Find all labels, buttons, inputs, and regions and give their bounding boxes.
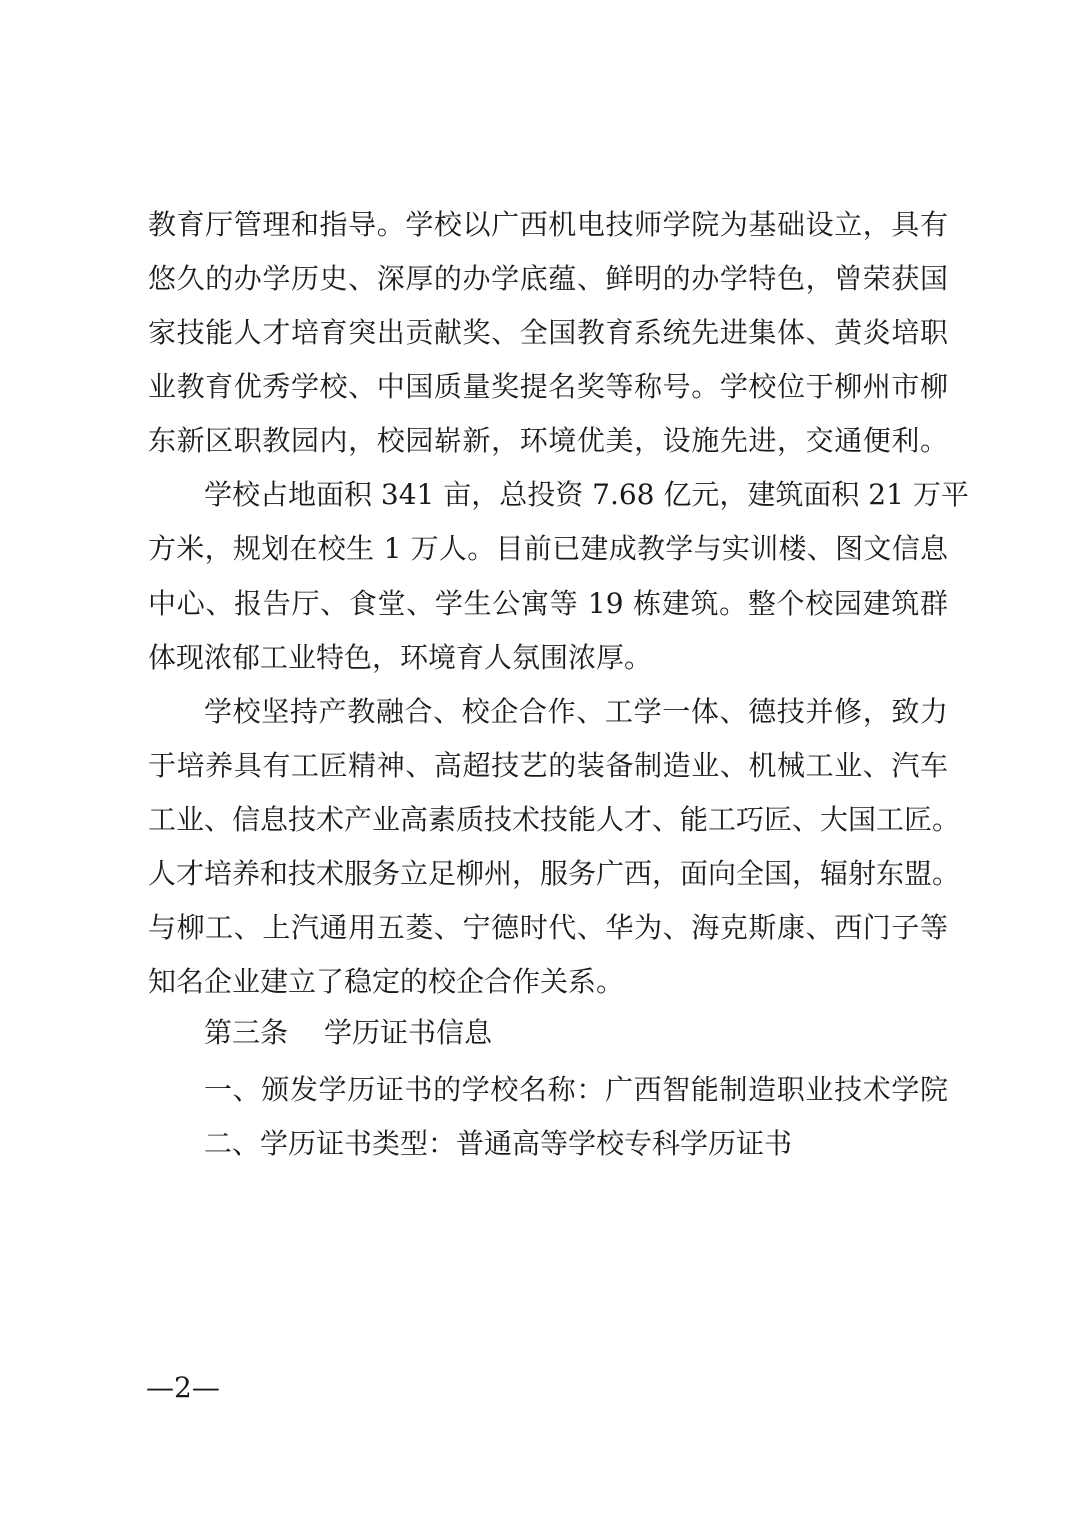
- paragraph-line: 人才培养和技术服务立足柳州，服务广西，面向全国，辐射东盟。: [148, 857, 961, 890]
- paragraph-line: 于培养具有工匠精神、高超技艺的装备制造业、机械工业、汽车: [148, 749, 948, 782]
- page-number: —2—: [146, 1371, 220, 1404]
- paragraph-line: 业教育优秀学校、中国质量奖提名奖等称号。学校位于柳州市柳: [148, 370, 948, 403]
- article-heading: [204, 1004, 492, 1062]
- list-item: 二、学历证书类型：普通高等学校专科学历证书: [204, 1127, 793, 1160]
- paragraph-line: 中心、报告厅、食堂、学生公寓等 19 栋建筑。整个校园建筑群: [148, 587, 948, 620]
- paragraph-line: 体现浓郁工业特色，环境育人氛围浓厚。: [148, 641, 653, 674]
- article-number: 第三条: [204, 1016, 289, 1049]
- paragraph-line: 教育厅管理和指导。学校以广西机电技师学院为基础设立，具有: [148, 208, 948, 241]
- paragraph-line: 东新区职教园内，校园崭新，环境优美，设施先进，交通便利。: [148, 424, 948, 457]
- list-item: 一、颁发学历证书的学校名称：广西智能制造职业技术学院: [204, 1073, 948, 1106]
- paragraph-line: 知名企业建立了稳定的校企合作关系。: [148, 965, 625, 998]
- paragraph-line: 家技能人才培育突出贡献奖、全国教育系统先进集体、黄炎培职: [148, 316, 948, 349]
- article-title: 学历证书信息: [324, 1016, 493, 1049]
- paragraph-line: 方米，规划在校生 1 万人。目前已建成教学与实训楼、图文信息: [148, 532, 948, 565]
- paragraph-line: 学校占地面积 341 亩，总投资 7.68 亿元，建筑面积 21 万平: [204, 478, 969, 511]
- paragraph-line: 工业、信息技术产业高素质技术技能人才、能工巧匠、大国工匠。: [148, 803, 961, 836]
- paragraph-line: 学校坚持产教融合、校企合作、工学一体、德技并修，致力: [204, 695, 948, 728]
- paragraph-line: 悠久的办学历史、深厚的办学底蕴、鲜明的办学特色，曾荣获国: [148, 262, 948, 295]
- paragraph-line: 与柳工、上汽通用五菱、宁德时代、华为、海克斯康、西门子等: [148, 911, 948, 944]
